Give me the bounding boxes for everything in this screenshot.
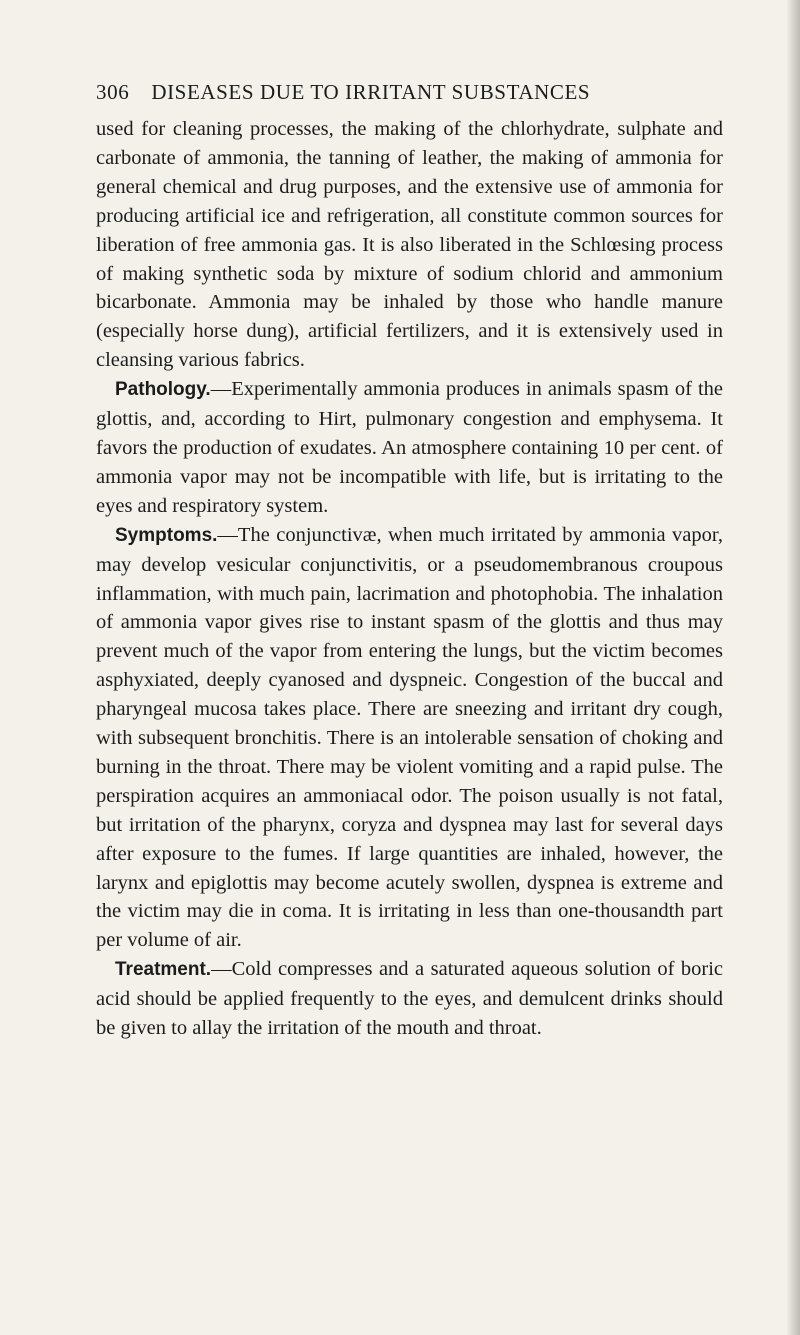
symptoms-heading: Symptoms. <box>115 524 218 546</box>
page-number: 306 <box>96 80 130 104</box>
paragraph-text: —Experimentally ammonia produces in animals spasm of the glottis, and, according to Hirt, pulmonary congestion and emphysema. It favors the production of exudates. An atmosphere containing 10 per cent. of ammonia vapor may not be incompatible with life, but is irritating to the eyes and respiratory system. <box>96 378 723 517</box>
body-text <box>96 115 723 1043</box>
running-header <box>96 80 716 105</box>
running-title: DISEASES DUE TO IRRITANT SUBSTANCES <box>151 80 591 104</box>
pathology-heading: Pathology. <box>115 379 211 401</box>
paragraph-treatment <box>96 955 723 1043</box>
paragraph-text: —The conjunctivæ, when much irritated by ammonia vapor, may develop vesicular conjunctivitis, or a pseudomembranous croupous inflammation, with much pain, lacrimation and photophobia. The inhalation of ammonia vapor gives rise to instant spasm of the glottis and thus may prevent much of the vapor from entering the lungs, but the victim becomes asphyxiated, deeply cyanosed and dyspneic. Congestion of the buccal and pharyngeal mucosa takes place. There are sneezing and irritant dry cough, with subsequent bronchitis. There is an intolerable sensation of choking and burning in the throat. There may be violent vomiting and a rapid pulse. The perspiration acquires an ammoniacal odor. The poison usually is not fatal, but irritation of the pharynx, coryza and dyspnea may last for several days after exposure to the fumes. If large quantities are inhaled, however, the larynx and epiglottis may become acutely swollen, dyspnea is extreme and the victim may die in coma. It is irritating in less than one-thousandth part per volume of air. <box>96 523 723 952</box>
paragraph-text: —Cold compresses and a saturated aqueous solution of boric acid should be applied frequently to the eyes, and demulcent drinks should be given to allay the irritation of the mouth and throat. <box>96 958 723 1040</box>
paragraph-continuation <box>96 115 723 375</box>
treatment-heading: Treatment. <box>115 959 212 981</box>
page-edge-shadow <box>786 0 800 1335</box>
paragraph-pathology <box>96 375 723 521</box>
paragraph-symptoms <box>96 521 723 956</box>
paragraph-text: used for cleaning processes, the making of the chlorhydrate, sulphate and carbonate of ammonia, the tanning of leather, the making of ammonia for general chemical and drug purposes, and the extensive use of ammonia for producing artificial ice and refrigeration, all constitute common sources for liberation of free ammonia gas. It is also liberated in the Schlœsing process of making synthetic soda by mixture of sodium chlorid and ammonium bicarbonate. Ammonia may be inhaled by those who handle manure (especially horse dung), artificial fertilizers, and it is extensively used in cleansing various fabrics. <box>96 118 723 372</box>
